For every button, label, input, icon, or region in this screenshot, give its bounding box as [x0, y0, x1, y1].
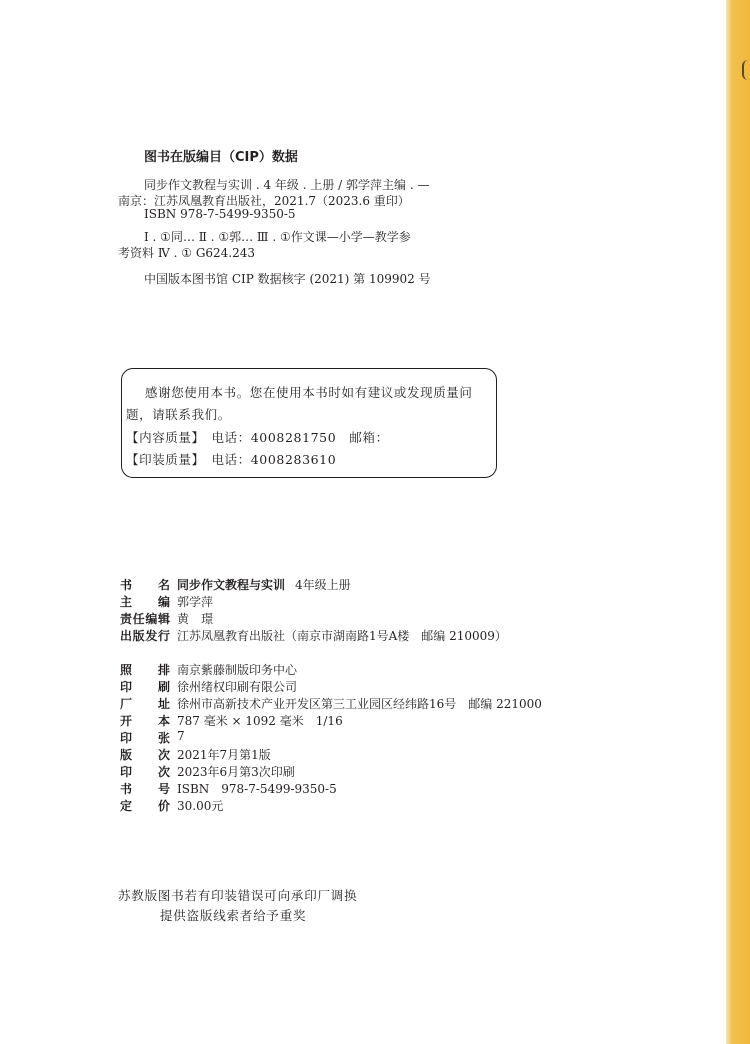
cip-line-2: 南京：江苏凤凰教育出版社，2021.7（2023.6 重印） [118, 194, 410, 208]
editor-label: 主 编 [120, 595, 170, 609]
factory-value: 徐州市高新技术产业开发区第三工业园区经纬路16号 邮编 221000 [177, 697, 542, 711]
printing-label: 印 次 [120, 765, 170, 779]
print-value: 徐州绪权印刷有限公司 [177, 680, 298, 694]
format-label: 开 本 [120, 714, 170, 728]
content-quality-contact: 【内容质量】 电话：4008281750 邮箱： [126, 430, 389, 445]
isbn-label: 书 号 [120, 782, 170, 796]
cip-line-4: Ⅰ . ①同… Ⅱ . ①郭… Ⅲ . ①作文课—小学—教学参 [144, 230, 411, 244]
notice-line-1: 感谢您使用本书。您在使用本书时如有建议或发现质量问 [145, 385, 473, 400]
book-title-value [177, 576, 351, 593]
cip-title: 图书在版编目（CIP）数据 [144, 150, 298, 165]
page-edge-strip [726, 0, 750, 1044]
price-value: 30.00元 [177, 799, 224, 813]
feedback-notice-box [121, 368, 497, 478]
page-edge-mark [742, 60, 750, 80]
sheets-label: 印 张 [120, 731, 170, 745]
editor-value: 郭学萍 [177, 595, 214, 609]
resp-editor-label: 责任编辑 [120, 612, 170, 626]
typeset-value: 南京紫藤制版印务中心 [177, 663, 298, 677]
book-title-text: 同步作文教程与实训 [177, 578, 286, 592]
book-grade: 4年级上册 [295, 578, 351, 592]
footer-line-1: 苏教版图书若有印装错误可向承印厂调换 [118, 888, 358, 903]
format-value: 787 毫米 × 1092 毫米 1/16 [177, 714, 343, 728]
resp-editor-value: 黄 璟 [177, 612, 214, 626]
footer-line-2: 提供盗版线索者给予重奖 [160, 908, 307, 923]
price-label: 定 价 [120, 799, 170, 813]
book-label: 书 名 [120, 578, 170, 592]
typeset-label: 照 排 [120, 663, 170, 677]
cip-line-5: 考资料 Ⅳ . ① G624.243 [118, 246, 256, 260]
cip-line-3: ISBN 978-7-5499-9350-5 [144, 207, 296, 221]
sheets-value: 7 [177, 729, 185, 743]
edition-value: 2021年7月第1版 [177, 748, 271, 762]
isbn-value: ISBN 978-7-5499-9350-5 [177, 782, 337, 796]
cip-line-1: 同步作文教程与实训 . 4 年级 . 上册 / 郭学萍主编 . — [144, 178, 430, 192]
edition-label: 版 次 [120, 748, 170, 762]
print-quality-contact: 【印装质量】 电话：4008283610 [126, 452, 337, 467]
publisher-value: 江苏凤凰教育出版社（南京市湖南路1号A楼 邮编 210009） [177, 629, 507, 643]
print-label: 印 刷 [120, 680, 170, 694]
cip-line-6: 中国版本图书馆 CIP 数据核字 (2021) 第 109902 号 [144, 272, 431, 286]
notice-line-2: 题，请联系我们。 [126, 407, 231, 422]
printing-value: 2023年6月第3次印刷 [177, 765, 295, 779]
publisher-label: 出版发行 [120, 629, 170, 643]
factory-label: 厂 址 [120, 697, 170, 711]
